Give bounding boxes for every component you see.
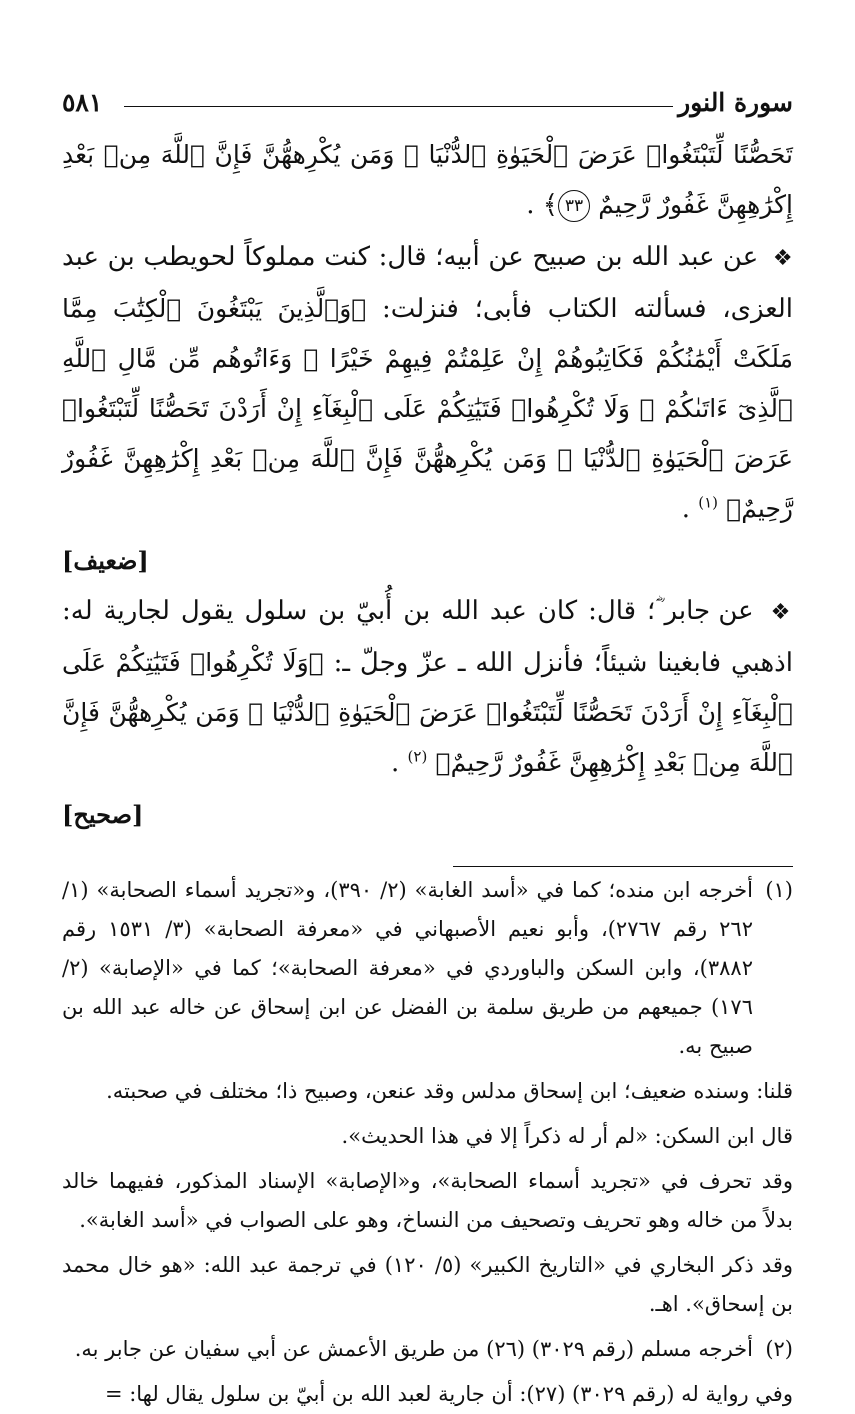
header-rule: [124, 106, 673, 107]
footnote-paragraph: أخرجه ابن منده؛ كما في «أسد الغابة» (٢/ ٣٩٠)، و«تجريد أسماء الصحابة» (١/ ٢٦٢ رقم ٢٧٦٧)، وأبو نعيم الأصبهاني في «معرفة الصحابة» (٣/ ١٥٣١ رقم ٣٨٨٢)، وابن السكن والباوردي في «معرفة الصحابة»؛ كما في «الإصابة» (٢/ ١٧٦) جميعهم من طريق سلمة بن الفضل عن ابن إسحاق عن خاله عبد الله بن صبيح به.: [62, 878, 753, 1058]
footnote-paragraph: وقد تحرف في «تجريد أسماء الصحابة»، و«الإصابة» الإسناد المذكور، ففيهما خالد بدلاً من خاله وهو تحريف وتصحيف من النساخ، وهو على الصواب في «أسد الغابة».: [62, 1169, 793, 1232]
footnote-number: (١): [765, 878, 793, 902]
main-text: [62, 130, 793, 840]
hadith-2-quran: ﴿وَلَا تُكْرِهُوا۟ فَتَيَٰتِكُمْ عَلَى ٱلْبِغَآءِ إِنْ أَرَدْنَ تَحَصُّنًا لِّتَبْتَغُوا۟ عَرَضَ ٱلْحَيَوٰةِ ٱلدُّنْيَا ۚ وَمَن يُكْرِههُّنَّ فَإِنَّ ٱللَّهَ مِنۢ بَعْدِ إِكْرَٰهِهِنَّ غَفُورٌ رَّحِيمٌ﴾: [62, 648, 793, 777]
hadith-1-quran: ﴿وَٱلَّذِينَ يَبْتَغُونَ ٱلْكِتَٰبَ مِمَّا مَلَكَتْ أَيْمَٰنُكُمْ فَكَاتِبُوهُمْ إِنْ عَلِمْتُمْ فِيهِمْ خَيْرًا ۖ وَءَاتُوهُم مِّن مَّالِ ٱللَّهِ ٱلَّذِىٓ ءَاتَىٰكُمْ ۚ وَلَا تُكْرِهُوا۟ فَتَيَٰتِكُمْ عَلَى ٱلْبِغَآءِ إِنْ أَرَدْنَ تَحَصُّنًا لِّتَبْتَغُوا۟ عَرَضَ ٱلْحَيَوٰةِ ٱلدُّنْيَا ۚ وَمَن يُكْرِههُّنَّ فَإِنَّ ٱللَّهَ مِنۢ بَعْدِ إِكْرَٰهِهِنَّ غَفُورٌ رَّحِيمٌ﴾: [62, 294, 793, 523]
hadith-1: ❖ عن عبد الله بن صبيح عن أبيه؛ قال: كنت مملوكاً لحويطب بن عبد العزى، فسألته الكتاب فأبى؛ فنزلت: ﴿وَٱلَّذِينَ يَبْتَغُونَ ٱلْكِتَٰبَ مِمَّا مَلَكَتْ أَيْمَٰنُكُمْ فَكَاتِبُوهُمْ إِنْ عَلِمْتُمْ فِيهِمْ خَيْرًا ۖ وَءَاتُوهُم مِّن مَّالِ ٱللَّهِ ٱلَّذِىٓ ءَاتَىٰكُمْ ۚ وَلَا تُكْرِهُوا۟ فَتَيَٰتِكُمْ عَلَى ٱلْبِغَآءِ إِنْ أَرَدْنَ تَحَصُّنًا لِّتَبْتَغُوا۟ عَرَضَ ٱلْحَيَوٰةِ ٱلدُّنْيَا ۚ وَمَن يُكْرِههُّنَّ فَإِنَّ ٱللَّهَ مِنۢ بَعْدِ إِكْرَٰهِهِنَّ غَفُورٌ رَّحِيمٌ﴾ $^{(١)}$ .: [62, 242, 794, 524]
footnotes: [62, 871, 793, 1414]
surah-title: سورة النور: [678, 88, 793, 117]
quran-text: تَحَصُّنًا لِّتَبْتَغُوا۟ عَرَضَ ٱلْحَيَوٰةِ ٱلدُّنْيَا ۚ وَمَن يُكْرِههُّنَّ فَإِنَّ ٱللَّهَ مِنۢ بَعْدِ إِكْرَٰهِهِنَّ غَفُورٌ رَّحِيمٌ: [62, 140, 793, 219]
hadith-1-grade-row: [62, 536, 793, 586]
page-header: [62, 88, 793, 126]
footnote-ref-2[interactable]: (٢): [407, 747, 428, 766]
footnote-1: [62, 871, 793, 1072]
hadith-1-text: عن عبد الله بن صبيح عن أبيه؛ قال: كنت مملوكاً لحويطب بن عبد العزى، فسألته الكتاب فأبى؛ فنزلت:: [62, 242, 793, 324]
footnote-paragraph: وفي رواية له (رقم ٣٠٢٩) (٢٧): أن جارية لعبد الله بن أبيّ بن سلول يقال لها: =: [104, 1382, 793, 1406]
grade-badge: [صحيح]: [62, 800, 144, 829]
grade-badge: [ضعيف]: [62, 546, 149, 575]
footnote-separator: [453, 866, 793, 867]
hadith-2-text: عن جابر ؓ؛ قال: كان عبد الله بن أُبيّ بن سلول يقول لجارية له: اذهبي فابغينا شيئاً؛ فأنزل الله ـ عزّ وجلّ ـ:: [62, 596, 793, 678]
footnote-paragraph: أخرجه مسلم (رقم ٣٠٢٩) (٢٦) من طريق الأعمش عن أبي سفيان عن جابر به.: [74, 1337, 753, 1361]
page-number: ٥٨١: [62, 88, 103, 117]
footnote-paragraph: وقد ذكر البخاري في «التاريخ الكبير» (٥/ ١٢٠) في ترجمة عبد الله: «هو خال محمد بن إسحاق». اهـ.: [62, 1253, 793, 1316]
hadith-2-grade-row: [62, 790, 793, 840]
verse-closing: ﴾ .: [526, 190, 559, 220]
footnote-paragraph: قال ابن السكن: «لم أر له ذكراً إلا في هذا الحديث».: [341, 1124, 793, 1148]
verse-continuation: [62, 130, 793, 230]
bullet-icon: ❖: [772, 246, 794, 271]
footnote-number: (٢): [765, 1337, 793, 1361]
footnote-paragraph: قلنا: وسنده ضعيف؛ ابن إسحاق مدلس وقد عنعن، وصبيح ذا؛ مختلف في صحبته.: [106, 1079, 793, 1103]
footnote-2: [62, 1330, 793, 1375]
ayah-number-marker: ٣٣: [558, 190, 590, 222]
hadith-2: ❖ عن جابر ؓ؛ قال: كان عبد الله بن أُبيّ بن سلول يقول لجارية له: اذهبي فابغينا شيئاً؛ فأنزل الله ـ عزّ وجلّ ـ: ﴿وَلَا تُكْرِهُوا۟ فَتَيَٰتِكُمْ عَلَى ٱلْبِغَآءِ إِنْ أَرَدْنَ تَحَصُّنًا لِّتَبْتَغُوا۟ عَرَضَ ٱلْحَيَوٰةِ ٱلدُّنْيَا ۚ وَمَن يُكْرِههُّنَّ فَإِنَّ ٱللَّهَ مِنۢ بَعْدِ إِكْرَٰهِهِنَّ غَفُورٌ رَّحِيمٌ﴾ $^{(٢)}$ .: [62, 596, 793, 778]
bullet-icon: ❖: [770, 600, 793, 625]
footnote-ref-1[interactable]: (١): [698, 493, 719, 512]
